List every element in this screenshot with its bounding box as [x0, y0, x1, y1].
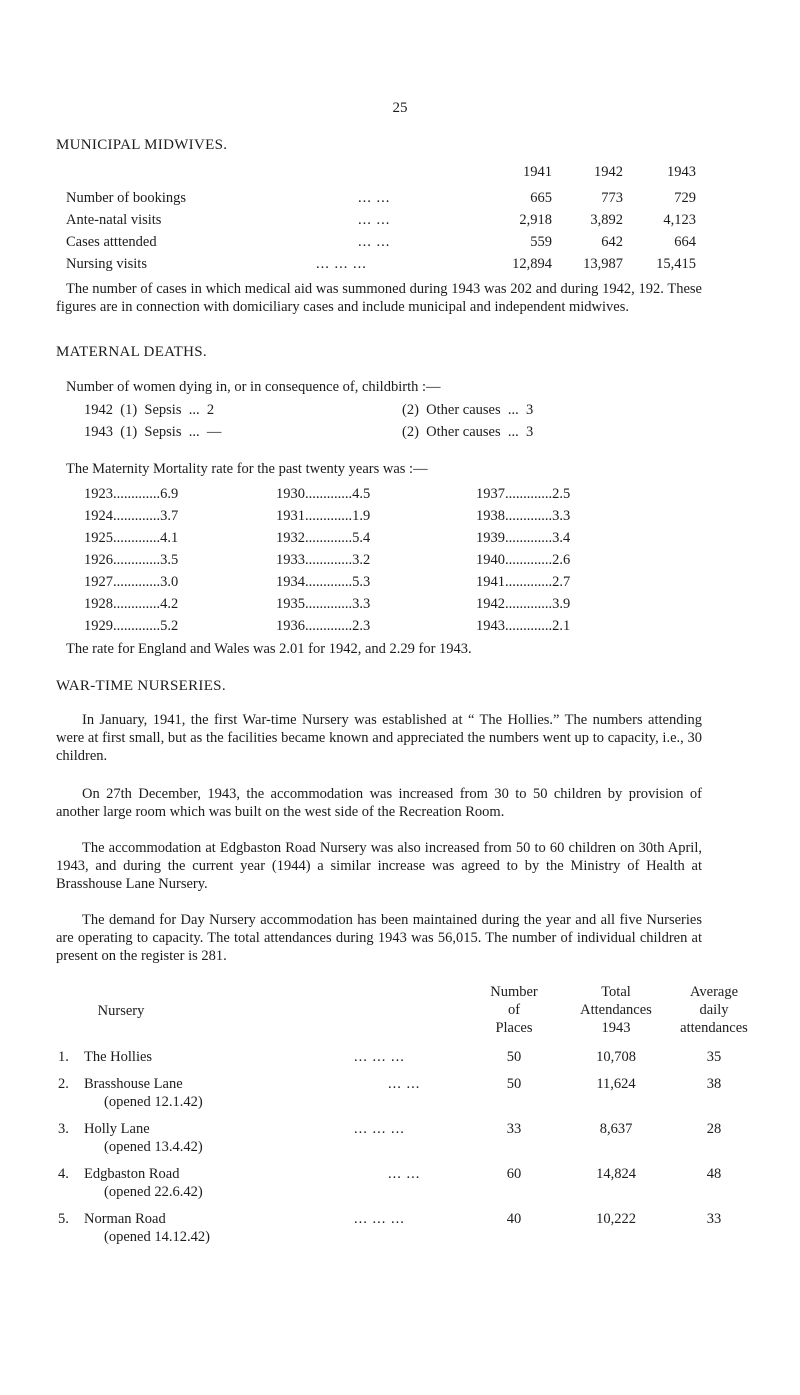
table-row — [0, 1165, 800, 1205]
rate-year: 1939 — [476, 530, 505, 546]
leader-dots: ... ... — [358, 212, 391, 228]
rate-year: 1936 — [276, 618, 305, 634]
year-header: 1942 — [594, 164, 623, 180]
nursery-opened: (opened 22.6.42) — [104, 1184, 203, 1200]
leader-dots: ............. — [113, 552, 161, 568]
row-number: 3. — [58, 1121, 69, 1137]
rate-value: 2.3 — [352, 618, 371, 634]
leader-dots: ............. — [505, 530, 553, 546]
value-1941: 2,918 — [519, 212, 552, 228]
leader-dots: ... ... ... — [354, 1211, 405, 1227]
row-number: 5. — [58, 1211, 69, 1227]
rate-entry — [84, 507, 178, 525]
midwives-year-header — [0, 163, 800, 181]
row-number: 1. — [58, 1049, 69, 1065]
rate-entry — [84, 595, 178, 613]
row-label: Nursing visits — [66, 256, 147, 272]
rate-year: 1940 — [476, 552, 505, 568]
leader-dots: ... ... — [388, 1076, 421, 1092]
midwives-heading: MUNICIPAL MIDWIVES. — [56, 137, 228, 153]
value-1941: 12,894 — [512, 256, 552, 272]
average-value: 28 — [706, 1121, 722, 1137]
rate-year: 1925 — [84, 530, 113, 546]
value-1942: 642 — [601, 234, 623, 250]
rate-value: 6.9 — [160, 486, 179, 502]
maternal-heading: MATERNAL DEATHS. — [56, 344, 207, 360]
nurseries-heading: WAR-TIME NURSERIES. — [56, 678, 226, 694]
leader-dots: ............. — [113, 508, 161, 524]
rate-value: 4.5 — [352, 486, 371, 502]
nursery-opened: (opened 13.4.42) — [104, 1139, 203, 1155]
rate-value: 3.3 — [352, 596, 371, 612]
leader-dots: ............. — [505, 618, 553, 634]
rate-entry — [476, 595, 570, 613]
nursery-name: Norman Road — [84, 1211, 166, 1227]
leader-dots: ............. — [505, 596, 553, 612]
table-row — [0, 189, 800, 207]
value-1941: 559 — [530, 234, 552, 250]
rate-value: 3.5 — [160, 552, 179, 568]
rate-entry — [84, 573, 178, 591]
total-value: 10,708 — [596, 1049, 636, 1065]
total-value: 8,637 — [599, 1121, 633, 1137]
leader-dots: ... ... — [358, 190, 391, 206]
total-attendances-column-header: Total Attendances 1943 — [580, 984, 652, 1036]
rate-entry — [84, 485, 178, 503]
leader-dots: ............. — [113, 596, 161, 612]
leader-dots: ............. — [305, 574, 353, 590]
rate-entry — [84, 617, 178, 635]
rate-year: 1935 — [276, 596, 305, 612]
rate-entry — [476, 529, 570, 547]
row-label: Ante-natal visits — [66, 212, 162, 228]
nurseries-paragraph-3: The accommodation at Edgbaston Road Nursery was also increased from 50 to 60 children on 30th April, 1943, and during the current year (1944) a similar increase was agreed to by the Ministry of Health at Brasshouse Lane Nursery. — [56, 840, 702, 892]
rate-year: 1928 — [84, 596, 113, 612]
total-value: 10,222 — [596, 1211, 636, 1227]
average-attendances-column-header: Average daily attendances — [680, 984, 748, 1036]
leader-dots: ............. — [505, 508, 553, 524]
leader-dots: ... ... — [358, 234, 391, 250]
table-row — [0, 1120, 800, 1160]
rate-value: 3.9 — [552, 596, 571, 612]
leader-dots: ............. — [113, 618, 161, 634]
rate-entry — [276, 529, 370, 547]
rate-entry — [476, 551, 570, 569]
page-number: 25 — [392, 100, 408, 116]
rate-value: 2.5 — [552, 486, 571, 502]
value-1943: 4,123 — [663, 212, 696, 228]
rate-row — [0, 573, 800, 591]
rate-value: 2.7 — [552, 574, 571, 590]
rate-value: 3.4 — [552, 530, 571, 546]
leader-dots: ............. — [305, 596, 353, 612]
value-1942: 13,987 — [583, 256, 623, 272]
rate-entry — [276, 595, 370, 613]
rate-entry — [276, 485, 370, 503]
rate-row — [0, 617, 800, 635]
rate-row — [0, 485, 800, 503]
rate-year: 1931 — [276, 508, 305, 524]
value-1943: 729 — [674, 190, 696, 206]
leader-dots: ... ... ... — [354, 1121, 405, 1137]
leader-dots: ............. — [305, 530, 353, 546]
nursery-opened: (opened 12.1.42) — [104, 1094, 203, 1110]
rate-entry — [476, 485, 570, 503]
rate-year: 1924 — [84, 508, 113, 524]
rate-value: 4.2 — [160, 596, 179, 612]
nurseries-paragraph-1: In January, 1941, the first War-time Nursery was established at “ The Hollies.” The numbers attending were at first small, but as the facilities became known and appreciated the numbers went up to capacity, i.e., 30 children. — [56, 712, 702, 764]
leader-dots: ... ... — [388, 1166, 421, 1182]
row-number: 2. — [58, 1076, 69, 1092]
leader-dots: ............. — [505, 552, 553, 568]
death-row — [0, 423, 800, 441]
rate-value: 3.2 — [352, 552, 371, 568]
places-value: 40 — [506, 1211, 522, 1227]
rate-intro: The Maternity Mortality rate for the past twenty years was :— — [66, 461, 428, 477]
rate-year: 1932 — [276, 530, 305, 546]
row-label: Number of bookings — [66, 190, 187, 206]
nursery-name: Edgbaston Road — [84, 1166, 180, 1182]
rate-value: 5.3 — [352, 574, 371, 590]
nursery-name: Holly Lane — [84, 1121, 150, 1137]
year-header: 1941 — [523, 164, 552, 180]
leader-dots: ... ... ... — [316, 256, 367, 272]
value-1943: 15,415 — [656, 256, 696, 272]
total-value: 11,624 — [596, 1076, 636, 1092]
row-number: 4. — [58, 1166, 69, 1182]
rate-value: 3.7 — [160, 508, 179, 524]
places-value: 60 — [506, 1166, 522, 1182]
table-row — [0, 1075, 800, 1115]
leader-dots: ............. — [305, 508, 353, 524]
death-row — [0, 401, 800, 419]
value-1941: 665 — [530, 190, 552, 206]
average-value: 35 — [706, 1049, 722, 1065]
rate-entry — [276, 551, 370, 569]
rate-entry — [84, 551, 178, 569]
rate-note: The rate for England and Wales was 2.01 for 1942, and 2.29 for 1943. — [66, 641, 472, 657]
rate-entry — [276, 507, 370, 525]
table-row — [0, 1210, 800, 1250]
rate-entry — [276, 617, 370, 635]
rate-entry — [476, 617, 570, 635]
value-1942: 773 — [601, 190, 623, 206]
leader-dots: ... ... ... — [354, 1049, 405, 1065]
death-other: (2) Other causes ... 3 — [402, 424, 534, 440]
rate-entry — [84, 529, 178, 547]
death-sepsis: 1943 (1) Sepsis ... — — [84, 424, 222, 440]
average-value: 33 — [706, 1211, 722, 1227]
leader-dots: ............. — [305, 618, 353, 634]
rate-year: 1930 — [276, 486, 305, 502]
rate-year: 1942 — [476, 596, 505, 612]
rate-year: 1927 — [84, 574, 113, 590]
rate-value: 5.2 — [160, 618, 179, 634]
leader-dots: ............. — [113, 574, 161, 590]
rate-year: 1923 — [84, 486, 113, 502]
row-label: Cases atttended — [66, 234, 157, 250]
rate-value: 5.4 — [352, 530, 371, 546]
rate-entry — [476, 507, 570, 525]
rate-entry — [276, 573, 370, 591]
death-other: (2) Other causes ... 3 — [402, 402, 534, 418]
rate-year: 1943 — [476, 618, 505, 634]
nurseries-paragraph-2: On 27th December, 1943, the accommodation was increased from 30 to 50 children by provision of another large room which was built on the west side of the Recreation Room. — [56, 786, 702, 820]
value-1942: 3,892 — [590, 212, 623, 228]
rate-year: 1926 — [84, 552, 113, 568]
rate-entry — [476, 573, 570, 591]
leader-dots: ............. — [113, 486, 161, 502]
leader-dots: ............. — [305, 552, 353, 568]
total-value: 14,824 — [596, 1166, 636, 1182]
rate-value: 1.9 — [352, 508, 371, 524]
rate-year: 1929 — [84, 618, 113, 634]
rate-value: 4.1 — [160, 530, 179, 546]
leader-dots: ............. — [113, 530, 161, 546]
rate-year: 1933 — [276, 552, 305, 568]
leader-dots: ............. — [305, 486, 353, 502]
nursery-name: Brasshouse Lane — [84, 1076, 183, 1092]
places-value: 50 — [506, 1049, 522, 1065]
rate-value: 2.6 — [552, 552, 571, 568]
table-row — [0, 255, 800, 273]
rate-row — [0, 507, 800, 525]
places-value: 33 — [506, 1121, 522, 1137]
nursery-column-header: Nursery — [97, 1003, 145, 1019]
average-value: 48 — [706, 1166, 722, 1182]
places-value: 50 — [506, 1076, 522, 1092]
leader-dots: ............. — [505, 574, 553, 590]
value-1943: 664 — [674, 234, 696, 250]
table-row — [0, 211, 800, 229]
nurseries-paragraph-4: The demand for Day Nursery accommodation has been maintained during the year and all five Nurseries are operating to capacity. The total attendances during 1943 was 56,015. The number of individual children at present on the register is 281. — [56, 912, 702, 964]
midwives-note: The number of cases in which medical aid was summoned during 1943 was 202 and during 1942, 192. These figures are in connection with domiciliary cases and include municipal and independent midwives. — [56, 281, 702, 315]
rate-value: 3.3 — [552, 508, 571, 524]
rate-year: 1938 — [476, 508, 505, 524]
rate-value: 3.0 — [160, 574, 179, 590]
rate-year: 1937 — [476, 486, 505, 502]
rate-row — [0, 529, 800, 547]
table-row — [0, 233, 800, 251]
rate-year: 1941 — [476, 574, 505, 590]
year-header: 1943 — [667, 164, 696, 180]
nursery-name: The Hollies — [84, 1049, 153, 1065]
nursery-opened: (opened 14.12.42) — [104, 1229, 210, 1245]
places-column-header: Number of Places — [490, 984, 538, 1036]
rate-row — [0, 551, 800, 569]
average-value: 38 — [706, 1076, 722, 1092]
rate-year: 1934 — [276, 574, 305, 590]
rate-row — [0, 595, 800, 613]
death-sepsis: 1942 (1) Sepsis ... 2 — [84, 402, 215, 418]
rate-value: 2.1 — [552, 618, 571, 634]
maternal-intro: Number of women dying in, or in consequence of, childbirth :— — [66, 379, 441, 395]
leader-dots: ............. — [505, 486, 553, 502]
